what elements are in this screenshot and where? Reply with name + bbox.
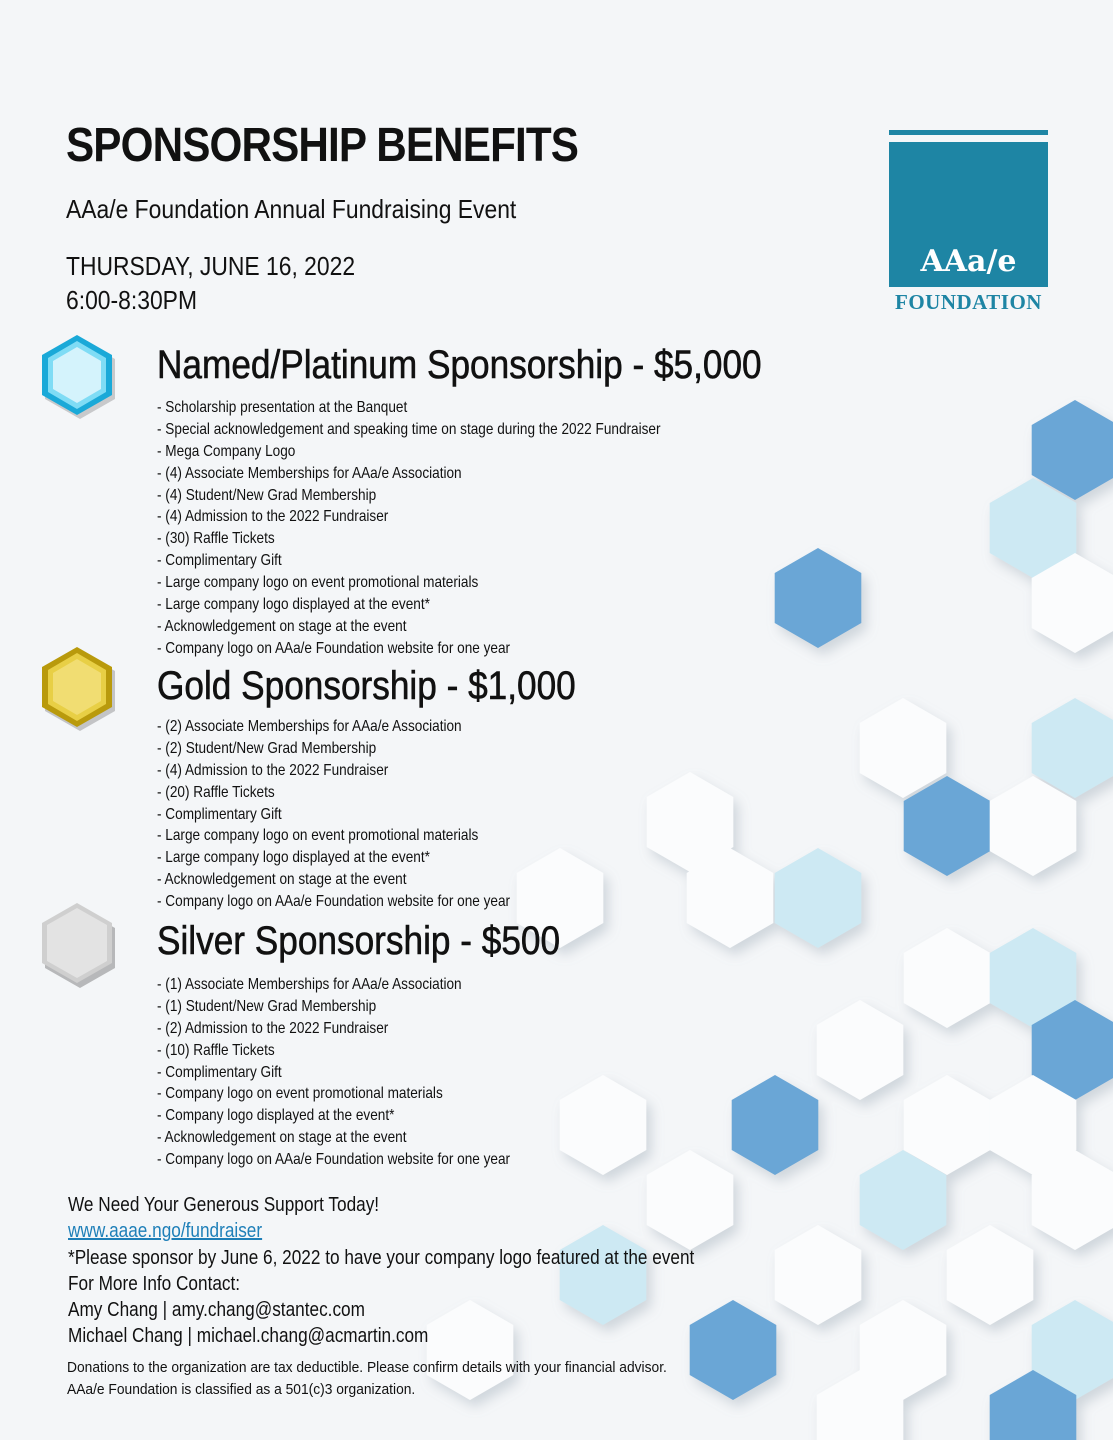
- contact-michael: Michael Chang | michael.chang@acmartin.com: [68, 1325, 429, 1348]
- benefit-item: - Complimentary Gift: [157, 1063, 282, 1081]
- benefit-item: - (30) Raffle Tickets: [157, 530, 275, 548]
- logo-name: AAa/e: [920, 244, 1017, 279]
- logo-top-bar: [889, 130, 1048, 135]
- benefit-item: - Large company logo displayed at the event*: [157, 849, 430, 867]
- benefit-item: - Acknowledgement on stage at the event: [157, 617, 407, 635]
- benefit-list: [157, 974, 572, 1171]
- tier-heading: Silver Sponsorship - $500: [157, 919, 561, 963]
- fundraiser-link[interactable]: www.aaae.ngo/fundraiser: [68, 1220, 263, 1243]
- tier-heading: Gold Sponsorship - $1,000: [157, 664, 576, 708]
- benefit-item: - (1) Associate Memberships for AAa/e Association: [157, 976, 462, 993]
- benefit-item: - (2) Admission to the 2022 Fundraiser: [157, 1019, 389, 1037]
- foundation-logo: [889, 130, 1048, 315]
- benefit-item: - Company logo on AAa/e Foundation website for one year: [157, 1151, 511, 1169]
- benefit-item: - (4) Admission to the 2022 Fundraiser: [157, 508, 389, 526]
- benefit-item: - Acknowledgement on stage at the event: [157, 1129, 407, 1147]
- benefit-item: - (4) Admission to the 2022 Fundraiser: [157, 761, 389, 779]
- event-subtitle: AAa/e Foundation Annual Fundraising Event: [66, 194, 517, 224]
- benefit-item: - Company logo displayed at the event*: [157, 1107, 395, 1125]
- benefit-item: - (4) Student/New Grad Membership: [157, 486, 377, 504]
- benefit-item: - Company logo on event promotional materials: [157, 1085, 443, 1103]
- logo-box: [889, 142, 1048, 287]
- benefit-item: - Mega Company Logo: [157, 442, 296, 460]
- event-date: THURSDAY, JUNE 16, 2022: [66, 251, 356, 281]
- benefit-item: - Complimentary Gift: [157, 552, 282, 570]
- tier-heading: Named/Platinum Sponsorship - $5,000: [157, 343, 762, 387]
- benefit-item: - Company logo on AAa/e Foundation website for one year: [157, 893, 511, 911]
- deadline-note: *Please sponsor by June 6, 2022 to have your company logo featured at the event: [68, 1246, 695, 1269]
- benefit-item: - Special acknowledgement and speaking time on stage during the 2022 Fundraiser: [157, 420, 661, 438]
- call-to-action: We Need Your Generous Support Today!: [68, 1194, 380, 1216]
- gold-hexagon-icon: [36, 642, 118, 732]
- silver-hexagon-icon: [36, 898, 118, 988]
- benefit-list: [157, 716, 572, 913]
- benefit-item: - (2) Student/New Grad Membership: [157, 739, 377, 757]
- contact-heading: For More Info Contact:: [68, 1272, 241, 1295]
- benefit-item: - (4) Associate Memberships for AAa/e Association: [157, 464, 462, 482]
- benefit-item: - Large company logo on event promotional materials: [157, 827, 479, 845]
- benefit-item: - (20) Raffle Tickets: [157, 783, 275, 801]
- disclaimer-line: Donations to the organization are tax deductible. Please confirm details with your financial advisor.: [67, 1359, 667, 1376]
- benefit-item: - Scholarship presentation at the Banquet: [157, 399, 408, 416]
- benefit-item: - Acknowledgement on stage at the event: [157, 871, 407, 889]
- contact-section: [68, 1192, 796, 1350]
- page-title: SPONSORSHIP BENEFITS: [66, 119, 579, 172]
- benefit-item: - (1) Student/New Grad Membership: [157, 997, 377, 1015]
- tax-disclaimer: [67, 1357, 719, 1401]
- benefit-item: - Large company logo displayed at the event*: [157, 596, 430, 614]
- benefit-item: - (2) Associate Memberships for AAa/e Association: [157, 718, 462, 735]
- benefit-item: - Large company logo on event promotional materials: [157, 574, 479, 592]
- event-time: 6:00-8:30PM: [66, 285, 198, 315]
- contact-amy: Amy Chang | amy.chang@stantec.com: [68, 1299, 365, 1322]
- disclaimer-line: AAa/e Foundation is classified as a 501(c)3 organization.: [67, 1381, 416, 1398]
- benefit-item: - (10) Raffle Tickets: [157, 1041, 275, 1059]
- benefit-item: - Complimentary Gift: [157, 805, 282, 823]
- benefit-item: - Company logo on AAa/e Foundation website for one year: [157, 639, 511, 657]
- benefit-list: [157, 397, 749, 660]
- platinum-hexagon-icon: [36, 330, 118, 420]
- logo-foundation-text: FOUNDATION: [895, 290, 1042, 314]
